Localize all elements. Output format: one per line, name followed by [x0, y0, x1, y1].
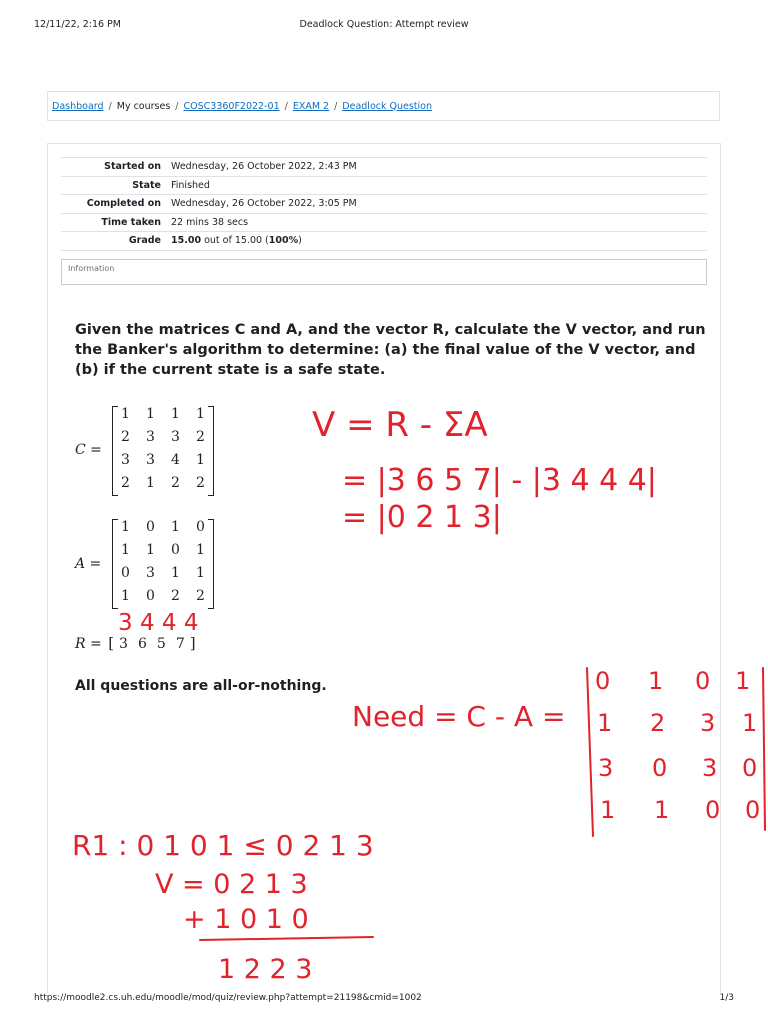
breadcrumb-course[interactable]: COSC3360F2022-01: [183, 100, 280, 112]
matrix-cell: 3: [171, 429, 180, 445]
hw-add-line: + 1 0 1 0: [183, 904, 309, 935]
matrix-cell: 0: [146, 519, 155, 535]
breadcrumb-my-courses: My courses: [116, 100, 171, 112]
matrix-cell: 0: [196, 519, 205, 535]
hw-need-cell: 0: [742, 754, 758, 782]
summary-label: Completed on: [61, 195, 171, 214]
hw-need-cell: 0: [652, 754, 668, 782]
hw-need-cell: 1: [600, 796, 616, 824]
hw-need-label: Need = C - A =: [352, 700, 566, 733]
matrix-cell: 2: [121, 475, 130, 491]
matrix-cell: 1: [196, 565, 205, 581]
matrix-cell: 1: [171, 565, 180, 581]
matrix-cell: 4: [171, 452, 180, 468]
matrix-cell: 0: [146, 588, 155, 604]
summary-value: 22 mins 38 secs: [171, 213, 707, 232]
breadcrumb-separator: /: [175, 100, 179, 112]
matrix-cell: 0: [171, 542, 180, 558]
print-timestamp: 12/11/22, 2:16 PM: [34, 19, 121, 30]
vector-r: R = [ 3 6 5 7 ]: [75, 634, 196, 652]
breadcrumb-separator: /: [108, 100, 112, 112]
vector-r-label: R =: [75, 636, 102, 652]
print-url: https://moodle2.cs.uh.edu/moodle/mod/quiz/review.php?attempt=21198&cmid=1002: [34, 993, 422, 1003]
matrix-cell: 1: [121, 519, 130, 535]
hw-need-cell: 1: [742, 709, 758, 737]
question-text: Given the matrices C and A, and the vector R, calculate the V vector, and run the Banker's algorithm to determine: (a) the final value of the V vector, and (b) if the current state is a safe state.: [75, 322, 706, 378]
grading-note: All questions are all-or-nothing.: [75, 678, 327, 694]
matrix-cell: 1: [121, 406, 130, 422]
hw-sum-underline: [200, 937, 373, 940]
matrix-cell: 1: [121, 588, 130, 604]
hw-need-cell: 3: [702, 754, 718, 782]
matrix-cell: 3: [146, 429, 155, 445]
summary-value: Finished: [171, 176, 707, 195]
hw-need-right-bar: [763, 668, 765, 830]
summary-value: Wednesday, 26 October 2022, 2:43 PM: [171, 158, 707, 177]
hw-need-cell: 0: [695, 667, 711, 695]
vector-cell: 7: [175, 636, 185, 652]
hw-need-cell: 1: [597, 709, 613, 737]
print-page-number: 1/3: [719, 993, 734, 1003]
grade-out-of: out of 15.00 (: [201, 235, 269, 247]
matrix-cell: 1: [146, 406, 155, 422]
matrix-cell: 3: [121, 452, 130, 468]
print-page-title: Deadlock Question: Attempt review: [299, 19, 469, 30]
breadcrumb-exam[interactable]: EXAM 2: [292, 100, 330, 112]
matrix-a-label: A =: [75, 556, 102, 572]
vector-cell: 3: [119, 636, 128, 652]
matrix-cell: 0: [121, 565, 130, 581]
hw-need-cell: 3: [598, 754, 614, 782]
grade-percent: 100%: [268, 235, 299, 247]
hw-v-formula: V = R - ΣA: [312, 405, 488, 445]
breadcrumb-quiz[interactable]: Deadlock Question: [342, 100, 432, 112]
matrix-cell: 2: [196, 588, 205, 604]
summary-label: State: [61, 176, 171, 195]
hw-v-line3: = |0 2 1 3|: [342, 500, 502, 535]
summary-label: Grade: [61, 232, 171, 251]
hw-need-cell: 1: [648, 667, 664, 695]
hw-need-cell: 3: [700, 709, 716, 737]
matrix-cell: 1: [196, 452, 205, 468]
matrix-cell: 1: [146, 475, 155, 491]
matrix-cell: 2: [196, 429, 205, 445]
grade-score: 15.00: [171, 235, 202, 247]
matrix-cell: 2: [171, 588, 180, 604]
hw-need-cell: 0: [705, 796, 721, 824]
matrix-cell: 1: [196, 542, 205, 558]
grade-close: ): [298, 235, 302, 247]
summary-value: Wednesday, 26 October 2022, 3:05 PM: [171, 195, 707, 214]
breadcrumb-separator: /: [284, 100, 288, 112]
matrix-c-label: C =: [75, 442, 102, 458]
hw-need-cell: 1: [654, 796, 670, 824]
matrix-cell: 1: [146, 542, 155, 558]
hw-need-cell: 0: [595, 667, 611, 695]
breadcrumb-separator: /: [334, 100, 338, 112]
hw-r1-check: R1 : 0 1 0 1 ≤ 0 2 1 3: [72, 829, 374, 862]
matrix-cell: 1: [171, 519, 180, 535]
hw-column-sums: 3 4 4 4: [118, 610, 199, 636]
hw-need-left-bar: [587, 668, 593, 836]
matrix-cell: 1: [196, 406, 205, 422]
vector-cell: 5: [156, 636, 166, 652]
summary-label: Started on: [61, 158, 171, 177]
hw-v-line2: = |3 6 5 7| - |3 4 4 4|: [342, 463, 657, 498]
matrix-cell: 2: [121, 429, 130, 445]
matrix-cell: 2: [196, 475, 205, 491]
breadcrumb-dashboard[interactable]: Dashboard: [52, 100, 104, 112]
information-label: Information: [68, 264, 115, 273]
matrix-cell: 2: [171, 475, 180, 491]
matrix-cell: 3: [146, 452, 155, 468]
hw-need-cell: 0: [745, 796, 761, 824]
hw-need-cell: 2: [650, 709, 666, 737]
summary-label: Time taken: [61, 213, 171, 232]
hw-need-cell: 1: [735, 667, 751, 695]
matrix-cell: 1: [171, 406, 180, 422]
hw-v-update: V = 0 2 1 3: [155, 869, 308, 900]
hw-result-line: 1 2 2 3: [218, 954, 313, 985]
matrix-cell: 1: [121, 542, 130, 558]
matrix-cell: 3: [146, 565, 155, 581]
vector-cell: 6: [137, 636, 147, 652]
